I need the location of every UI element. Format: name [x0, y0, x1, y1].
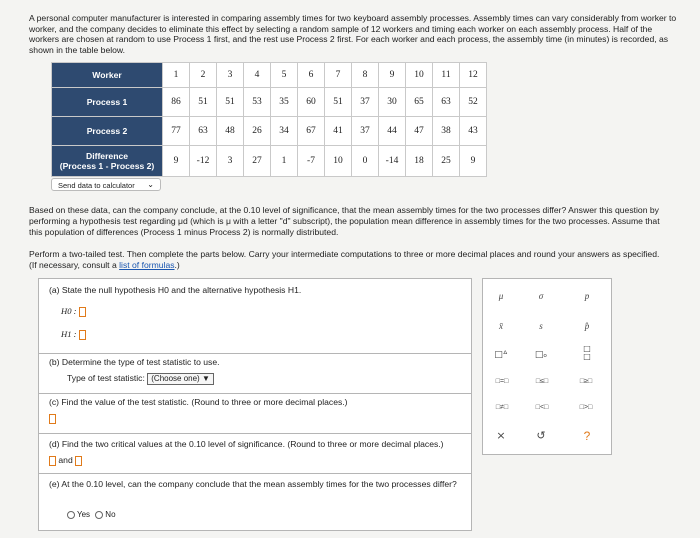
difference-cell: 3: [217, 146, 244, 177]
process1-cell: 86: [163, 88, 190, 117]
subscript-button[interactable]: □ₒ: [534, 350, 548, 360]
difference-cell: -12: [190, 146, 217, 177]
answer-panel: [38, 278, 472, 531]
process1-cell: 35: [271, 88, 298, 117]
worker-number-cell: 3: [217, 63, 244, 88]
process2-cell: 43: [460, 117, 487, 146]
difference-cell: 27: [244, 146, 271, 177]
yes-no-options: [67, 510, 116, 519]
critical-value-2-input[interactable]: [75, 456, 82, 466]
difference-cell: 9: [163, 146, 190, 177]
worker-number-cell: 9: [379, 63, 406, 88]
difference-cell: 25: [433, 146, 460, 177]
process1-cell: 51: [190, 88, 217, 117]
fraction-button[interactable]: □ □: [583, 344, 591, 361]
part-e: [39, 473, 471, 530]
process1-cell: 63: [433, 88, 460, 117]
worker-number-cell: 12: [460, 63, 487, 88]
process2-cell: 37: [352, 117, 379, 146]
process2-cell: 41: [325, 117, 352, 146]
h0-input[interactable]: [79, 307, 86, 317]
send-data-label: Send data to calculator: [58, 181, 135, 190]
part-a: [39, 279, 471, 354]
greater-than-button[interactable]: □>□: [579, 404, 593, 411]
process2-cell: 47: [406, 117, 433, 146]
worker-number-cell: 8: [352, 63, 379, 88]
row-label-process2: Process 2: [52, 117, 163, 146]
process1-cell: 30: [379, 88, 406, 117]
not-equal-button[interactable]: □≠□: [495, 404, 509, 411]
row-label-difference: Difference (Process 1 - Process 2): [52, 146, 163, 177]
process2-cell: 48: [217, 117, 244, 146]
difference-cell: 10: [325, 146, 352, 177]
symbol-palette: [482, 278, 612, 455]
worker-number-cell: 4: [244, 63, 271, 88]
worker-number-cell: 11: [433, 63, 460, 88]
mu-symbol-button[interactable]: μ: [498, 291, 504, 301]
test-statistic-row: Type of test statistic: (Choose one) ▼: [67, 373, 214, 385]
worker-number-cell: 5: [271, 63, 298, 88]
no-radio[interactable]: No: [95, 510, 115, 519]
process2-cell: 63: [190, 117, 217, 146]
part-b-prompt: (b) Determine the type of test statistic to use.: [49, 357, 220, 367]
part-a-prompt: (a) State the null hypothesis H0 and the alternative hypothesis H1.: [49, 285, 302, 295]
difference-cell: 0: [352, 146, 379, 177]
difference-cell: 18: [406, 146, 433, 177]
equals-button[interactable]: □=□: [495, 378, 509, 385]
process2-cell: 38: [433, 117, 460, 146]
process1-cell: 52: [460, 88, 487, 117]
yes-radio[interactable]: Yes: [67, 510, 90, 519]
difference-cell: -7: [298, 146, 325, 177]
list-of-formulas-link[interactable]: list of formulas: [119, 259, 175, 270]
part-d-prompt: (d) Find the two critical values at the 0.10 level of significance. (Round to three or more decimal places.): [49, 439, 444, 449]
test-statistic-value-input[interactable]: [49, 414, 56, 424]
worker-number-cell: 1: [163, 63, 190, 88]
process1-cell: 37: [352, 88, 379, 117]
h1-input[interactable]: [79, 330, 86, 340]
less-or-equal-button[interactable]: □≤□: [535, 378, 549, 385]
undo-icon[interactable]: ↺: [536, 429, 546, 442]
row-label-worker: Worker: [52, 63, 163, 88]
process2-cell: 44: [379, 117, 406, 146]
instructions-paragraph: Perform a two-tailed test. Then complete the parts below. Carry your intermediate computations to three or more decimal places and round your answers as specified. (If necessary, consult a list of formulas.): [29, 249, 660, 270]
row-label-process1: Process 1: [52, 88, 163, 117]
xbar-symbol-button[interactable]: x̄: [499, 321, 503, 331]
process1-cell: 53: [244, 88, 271, 117]
and-label: and: [58, 455, 73, 465]
sigma-symbol-button[interactable]: σ: [538, 291, 544, 301]
p-symbol-button[interactable]: p: [584, 291, 590, 301]
phat-symbol-button[interactable]: p̂: [584, 321, 590, 331]
problem-intro: A personal computer manufacturer is interested in comparing assembly times for two keyboard assembly processes. Assembly times can vary considerably from worker to worker, and the company decides to eliminate this effect by selecting a random sample of 12 workers and timing each worker on each assembly process. Half of the workers are chosen at random to use Process 1 first, and the rest use Process 2 first. For each worker and each process, the assembly time (in minutes) is recorded, as shown in the table below.: [29, 13, 677, 55]
process2-cell: 67: [298, 117, 325, 146]
difference-cell: 1: [271, 146, 298, 177]
process2-cell: 34: [271, 117, 298, 146]
process2-cell: 26: [244, 117, 271, 146]
worker-number-cell: 7: [325, 63, 352, 88]
s-symbol-button[interactable]: s: [539, 321, 543, 331]
greater-or-equal-button[interactable]: □≥□: [579, 378, 593, 385]
h1-row: H1 :: [61, 329, 86, 340]
less-than-button[interactable]: □<□: [535, 404, 549, 411]
process1-cell: 65: [406, 88, 433, 117]
h0-row: H0 :: [61, 306, 86, 317]
part-e-prompt: (e) At the 0.10 level, can the company conclude that the mean assembly times for the two processes differ?: [49, 479, 457, 489]
process2-cell: 77: [163, 117, 190, 146]
part-c: [39, 393, 471, 434]
clear-icon[interactable]: ×: [496, 429, 506, 442]
process1-cell: 60: [298, 88, 325, 117]
send-data-to-calculator-button[interactable]: [51, 178, 161, 191]
part-c-prompt: (c) Find the value of the test statistic. (Round to three or more decimal places.): [49, 397, 348, 407]
chevron-down-icon: ⌄: [147, 180, 154, 189]
worker-number-cell: 2: [190, 63, 217, 88]
difference-cell: 9: [460, 146, 487, 177]
part-d: [39, 433, 471, 474]
worker-number-cell: 10: [406, 63, 433, 88]
worker-number-cell: 6: [298, 63, 325, 88]
process1-cell: 51: [325, 88, 352, 117]
question-paragraph: Based on these data, can the company conclude, at the 0.10 level of significance, that the mean assembly times for the two processes differ? Answer this question by performing a hypothesis test regarding μd (which is μ with a letter "d" subscript), the population mean difference in assembly times for the two processes. Assume that this population of differences (Process 1 minus Process 2) is normally distributed.: [29, 205, 660, 237]
difference-cell: -14: [379, 146, 406, 177]
help-icon[interactable]: ?: [583, 429, 591, 443]
assembly-times-table: [51, 62, 487, 177]
test-statistic-select[interactable]: (Choose one) ▼: [147, 373, 214, 385]
part-b: [39, 353, 471, 394]
critical-value-1-input[interactable]: [49, 456, 56, 466]
superscript-button[interactable]: □ᐞ: [494, 350, 508, 360]
process1-cell: 51: [217, 88, 244, 117]
